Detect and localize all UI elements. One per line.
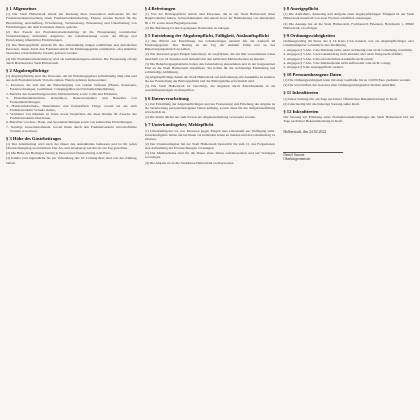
- section: [145, 33, 276, 93]
- section-title: § 8 Anzeigepflicht: [283, 6, 319, 11]
- section-title: § 4 Befreiungen: [144, 6, 176, 11]
- section-paragraph: (1) Der Gästebeitrag wird nach der Dauer des Aufenthaltes bemessen und ist für jeden Übernachtungstag zu entrichten. Der An- und Abreisetag werden als ein Tag gerechnet.: [6, 142, 137, 151]
- section-paragraph: (2) Die Daten dürfen nur zum Zweck der Abgabenerhebung verwendet werden.: [144, 115, 256, 120]
- section-title: § 2 Abgabenpflichtige: [6, 67, 49, 73]
- section-title: § 6 Datenverarbeitung: [144, 95, 189, 101]
- section-paragraph: Ordnungswidrig im Sinne des § 16 KAG LSA handelt, wer als Abgabepflichtiger oder Unterkunftgeber vorsätzlich oder leichtfertig: [283, 39, 414, 48]
- list-item: 6. Betreiber von Kur-, Bade- und Sporteinrichtungen sowie von kulturellen Einrichtungen,: [6, 120, 133, 125]
- section-list: [283, 48, 414, 69]
- signature-name: Daniel Szarata: [283, 152, 305, 157]
- signature-place-date: Halberstadt, den 24.02.2022: [283, 129, 327, 134]
- list-item: 5. entgegen § 8 die Anzeigepflicht verletzt.: [283, 64, 344, 69]
- section-paragraph: (2) Wer Personen gegen Entgelt beherbergt, ist verpflichtet, die bei ihm verweilenden Gäste innerhalb von 24 Stunden nach Ankunft mit den amtlichen Meldescheinen zu melden.: [144, 52, 276, 61]
- section-paragraph: (2) Die Vorschriften des Gesetzes über Ordnungswidrigkeiten bleiben unberührt.: [283, 83, 397, 88]
- section-paragraph: (1) Die Stadt Halberstadt erhebt zur Deckung ihres besonderen Aufwandes für die Fremdenverkehrswerbung einen Fremdenverkehrsbeitrag. Ebenso werden Kosten für die Herstellung, Anschaffung, Erweiterung, Verbesserung, Erneuerung und Unterhaltung von Einrichtungen, die dem Tourismus dienen, gedeckt.: [6, 12, 137, 29]
- list-item: 3. Einzelhandelsbetriebe, Reisebüros, Reiseveranstalter und Betreiber von Freizeiteinrichtungen,: [6, 95, 137, 104]
- section-list: [6, 83, 137, 133]
- section: [283, 6, 414, 30]
- list-item: 2. Betriebe des Gaststättengewerbes, Imbissbetriebe sowie Cafés und Eisdielen,: [6, 91, 118, 96]
- section-paragraph: (1) Die Pflicht zur Entrichtung des Gästebeitrages entsteht mit der Ankunft im Erhebungsgebiet. Der Beitrag ist am Tag der Ankunft fällig und an den Beherbergungsbetrieb zu zahlen.: [144, 39, 276, 52]
- section: [6, 68, 137, 133]
- list-item: 4. Handwerksbetriebe, Dienstleister und freiberuflich Tätige, soweit sie aus dem Fremdenverkehr Vorteile ziehen,: [6, 103, 137, 113]
- section-paragraph: (3) Die Beherbergungsbetriebe haben den Gästebeitrag einzuziehen und in der festgesetzten Frist an die Stadt Halberstadt abzuführen. Sie haften für die rechtzeitige Einziehung und vollständige Abführung.: [144, 61, 276, 74]
- column-left: [6, 4, 137, 416]
- section-paragraph: (1) Die Ordnungswidrigkeit kann mit einer Geldbuße bis zu 10.000 Euro geahndet werden.: [283, 78, 411, 83]
- list-item: 1. Personen, die sich mit der Beherbergung von Gästen befassen (Hotels, Pensionen, Ferienwohnungen, Gasthäuser, Campingplätze und Wohnmobilstellplätze),: [6, 83, 137, 92]
- section-paragraph: (1) Unterkunftgeber ist, wer Personen gegen Entgelt eine Unterkunft zur Verfügung stellt. Unterkunftgeber haben die bei ihnen verweilenden Gäste zu melden und den Gästebeitrag zu erheben.: [144, 128, 276, 141]
- section-paragraph: (3) Die Meldescheine sind für die Dauer eines Jahres aufzubewahren und auf Verlangen vorzulegen.: [144, 151, 276, 160]
- section-paragraph: (1) Zur Ermittlung der Abgabepflichtigen und zur Festsetzung und Erhebung der Abgabe ist die Verarbeitung personenbezogener Daten zulässig, soweit diese für die Aufgabenerfüllung erforderlich ist.: [144, 101, 276, 115]
- section-paragraph: (2) Gleichzeitig tritt die bisherige Satzung außer Kraft.: [283, 101, 361, 106]
- section-paragraph: (1) Die Aufnahme, Änderung und Aufgabe einer abgabepflichtigen Tätigkeit ist der Stadt Halberstadt innerhalb von zwei Wochen schriftlich anzuzeigen.: [283, 12, 414, 21]
- section-title: § 11 Inkrafttreten: [283, 90, 319, 96]
- section-title: § 7 Unterkunftsgeber, Meldepflicht: [144, 122, 214, 128]
- column-middle: [145, 4, 276, 416]
- section-paragraph: (4) Die Abgabe ist an die Stadtkasse Halberstadt zu überweisen.: [144, 160, 235, 165]
- section: [6, 136, 137, 165]
- list-item: 4. entgegen § 7 Abs. 3 die Meldescheine nicht aufbewahrt oder nicht vorlegt,: [283, 60, 392, 65]
- list-item: 3. entgegen § 5 Abs. 4 die erforderlichen Auskünfte nicht erteilt,: [283, 56, 374, 61]
- section-paragraph: (2) Der Unterkunftgeber hat der Stadt Halberstadt monatlich bis zum 15. des Folgemonats eine Aufstellung der Übernachtungen vorzulegen.: [144, 142, 276, 151]
- section: [283, 109, 414, 124]
- column-right-content: [283, 6, 414, 124]
- section: [283, 90, 414, 106]
- list-item: 5. Vermieter von Räumen an Gäste sowie Verpächter, die diese Räume für Zwecke des Fremdenverkehrs überlassen,: [6, 112, 137, 121]
- section-paragraph: Die Satzung zur Erhebung eines Fremdenverkehrsbeitrages der Stadt Halberstadt tritt am Tage nach ihrer Bekanntmachung in Kraft.: [283, 115, 414, 124]
- section-paragraph: (4) Abgabepflichtige haben der Stadt Halberstadt auf Anforderung alle Auskünfte zu erteilen, die zur Feststellung der Beitragspflicht und der Beitragshöhe erforderlich sind.: [144, 75, 276, 84]
- section-paragraph: (2) Die Anzeige hat an die Stadt Halberstadt, Fachbereich Finanzen, Holzmarkt 1, 38820 Halberstadt, zu erfolgen.: [283, 21, 414, 30]
- section: [145, 96, 276, 120]
- section-paragraph: (3) Die Beitragspflicht entsteht für alle selbstständig tätigen natürlichen und juristischen Personen, denen durch den Fremdenverkehr im Erhebungsgebiet unmittelbar oder mittelbar besondere wirtschaftliche Vorteile geboten werden.: [6, 43, 137, 56]
- section-paragraph: (1) Abgabepflichtig sind alle Personen, die im Erhebungsgebiet selbstständig tätig sind und aus dem Fremdenverkehr Vorteile ziehen. Hierzu gehören insbesondere:: [6, 74, 137, 83]
- section-title: § 5 Entstehung der Abgabenpflicht, Fälligkeit, Auskunftspflicht: [144, 32, 269, 38]
- section-title: § 9 Ordnungswidrigkeiten: [283, 32, 335, 38]
- section-paragraph: (2) Die Befreiung ist durch geeignete Nachweise zu belegen.: [144, 25, 230, 30]
- signature-name-block: [283, 153, 310, 162]
- section: [6, 6, 137, 65]
- section-title: § 12 Inkrafttreten: [283, 109, 319, 114]
- section: [145, 122, 276, 164]
- signature-block: [283, 142, 414, 162]
- signature-role: Oberbürgermeister: [283, 156, 311, 161]
- section-paragraph: (5) Die Stadt Halberstadt ist berechtigt, die Angaben durch Einsichtnahme in die Geschäftsunterlagen zu überprüfen.: [144, 84, 276, 93]
- section: [283, 72, 414, 88]
- document-columns: [6, 4, 414, 416]
- section-title: § 3 Höhe des Gästebeitrages: [6, 135, 62, 141]
- section-title: § 1 Allgemeines: [6, 6, 37, 11]
- section-title: § 10 Personenbezogene Daten: [283, 71, 342, 77]
- section-paragraph: (2) Die Höhe des Beitrages beträgt je Person und Übernachtung 2,50 Euro.: [6, 151, 111, 156]
- section-paragraph: (4) Der Fremdenverkehrsbeitrag wird als Gemeindeabgabe erhoben. Die Festsetzung erfolgt durch Bescheid der Stadt Halberstadt.: [6, 56, 137, 65]
- column-right: [283, 4, 414, 416]
- list-item: 1. entgegen § 5 Abs. 2 die Meldung nicht, nicht rechtzeitig oder nicht vollständig vornimmt,: [283, 48, 413, 53]
- section-paragraph: (2) Der Zweck der Fremdenverkehrsbeiträge ist die Finanzierung touristischer Veranstaltungen, kultureller Angebote, der Gästebetreuung sowie der Pflege und Entwicklung öffentlicher Einrichtungen.: [6, 29, 137, 43]
- section: [283, 33, 414, 69]
- section-paragraph: (1) Diese Satzung tritt am Tage nach ihrer öffentlichen Bekanntmachung in Kraft.: [283, 96, 398, 101]
- list-item: 2. entgegen § 5 Abs. 3 den Gästebeitrag nicht einzieht oder nicht fristgerecht abführt,: [283, 52, 403, 57]
- list-item: 7. Sonstige Gewerbetreibende, soweit ihnen durch den Fremdenverkehr wirtschaftliche Vorteile erwachsen.: [6, 124, 137, 133]
- section-paragraph: (1) Von der Beitragspflicht befreit sind Personen, die in der Stadt Halberstadt ihren Hauptwohnsitz haben, Schwerbehinderte mit einem Grad der Behinderung von mindestens 80 v. H. sowie deren Begleitpersonen.: [144, 12, 276, 25]
- section: [145, 6, 276, 30]
- section-paragraph: (3) Kinder und Jugendliche bis zur Vollendung des 18. Lebensjahres sind von der Zahlung befreit.: [6, 156, 137, 165]
